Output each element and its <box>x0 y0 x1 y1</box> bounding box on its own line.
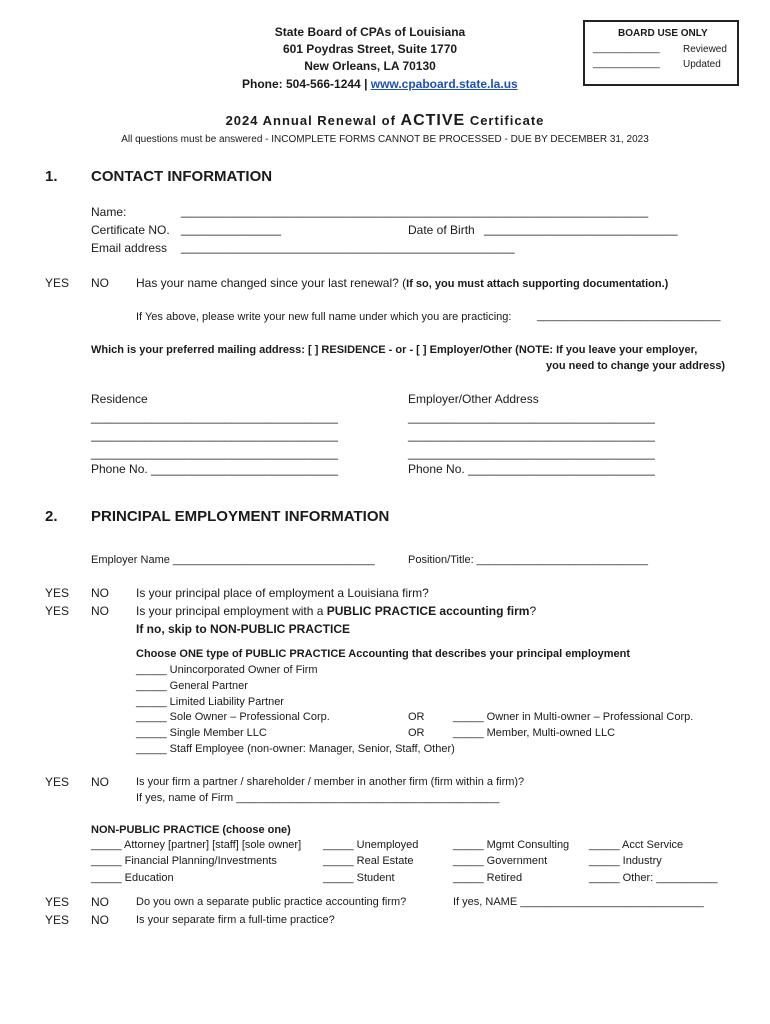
skip-instruction: If no, skip to NON-PUBLIC PRACTICE <box>136 622 350 636</box>
firm-within-firm-question: Is your firm a partner / shareholder / member in another firm (firm within a firm)? <box>136 776 525 788</box>
non-public-title: NON-PUBLIC PRACTICE (choose one) <box>91 824 291 836</box>
public-practice-q-pre: Is your principal employment with a <box>136 604 327 618</box>
name-change-q-bold: If so, you must attach supporting documentation.) <box>406 278 669 290</box>
type-llp[interactable]: _____ Limited Liability Partner <box>136 696 284 708</box>
employer-address-label: Employer/Other Address <box>408 392 539 406</box>
name-field[interactable]: ______________________________________________________________________ <box>181 204 649 218</box>
form-title-part1: 2024 Annual Renewal of <box>225 113 401 128</box>
or-label-2: OR <box>408 727 425 739</box>
choose-one-instruction: Choose ONE type of PUBLIC PRACTICE Accounting that describes your principal employment <box>136 648 631 660</box>
np-real-estate[interactable]: _____ Real Estate <box>323 855 414 867</box>
public-practice-q-post: ? <box>529 604 537 618</box>
updated-label: Updated <box>683 59 721 70</box>
np-government[interactable]: _____ Government <box>453 855 548 867</box>
reviewed-blank: ____________ <box>593 43 660 54</box>
new-name-question: If Yes above, please write your new full name under which you are practicing: <box>136 311 512 323</box>
type-single-member-llc[interactable]: _____ Single Member LLC <box>136 727 267 739</box>
name-change-question <box>136 276 668 290</box>
name-change-q-text: Has your name changed since your last renewal? ( <box>136 276 407 290</box>
board-use-title: BOARD USE ONLY <box>618 28 708 39</box>
full-time-no[interactable]: NO <box>91 913 109 927</box>
firm-within-firm-no[interactable]: NO <box>91 775 109 789</box>
address-line-2: New Orleans, LA 70130 <box>304 59 436 73</box>
type-sole-owner[interactable]: _____ Sole Owner – Professional Corp. <box>136 711 330 723</box>
mailing-question: Which is your preferred mailing address: [ ] RESIDENCE - or - [ ] Employer/Other (NOTE: If you leave your employer, <box>91 344 698 356</box>
full-time-yes[interactable]: YES <box>45 913 70 927</box>
public-practice-yes[interactable]: YES <box>45 604 70 618</box>
address-line-1: 601 Poydras Street, Suite 1770 <box>282 42 458 56</box>
np-other[interactable]: _____ Other: __________ <box>589 872 718 884</box>
type-general-partner[interactable]: _____ General Partner <box>136 680 248 692</box>
full-time-question: Is your separate firm a full-time practice? <box>136 914 335 926</box>
public-practice-no[interactable]: NO <box>91 604 109 618</box>
type-staff-employee[interactable]: _____ Staff Employee (non-owner: Manager, Senior, Staff, Other) <box>136 743 455 755</box>
la-firm-yes[interactable]: YES <box>45 586 70 600</box>
employer-line-2[interactable]: _____________________________________ <box>408 428 655 442</box>
la-firm-question: Is your principal place of employment a Louisiana firm? <box>136 586 429 600</box>
np-unemployed[interactable]: _____ Unemployed <box>323 839 419 851</box>
np-industry[interactable]: _____ Industry <box>589 855 662 867</box>
residence-line-2[interactable]: _____________________________________ <box>91 428 338 442</box>
separate-firm-yes[interactable]: YES <box>45 895 70 909</box>
phone-line <box>242 77 518 91</box>
np-financial-planning[interactable]: _____ Financial Planning/Investments <box>91 855 277 867</box>
firm-within-firm-yes[interactable]: YES <box>45 775 70 789</box>
dob-field[interactable]: _____________________________ <box>484 222 678 236</box>
np-attorney[interactable]: _____ Attorney [partner] [staff] [sole owner] <box>91 839 302 851</box>
website-link[interactable]: www.cpaboard.state.la.us <box>370 77 518 91</box>
employer-phone[interactable]: Phone No. ____________________________ <box>408 462 655 476</box>
form-title-active: ACTIVE <box>400 112 466 129</box>
org-name: State Board of CPAs of Louisiana <box>274 25 466 39</box>
employer-line-3[interactable]: _____________________________________ <box>408 446 655 460</box>
firm-name-field[interactable]: If yes, name of Firm ___________________________________________ <box>136 792 500 804</box>
np-retired[interactable]: _____ Retired <box>453 872 523 884</box>
separate-firm-name-field[interactable]: If yes, NAME ______________________________ <box>453 896 704 908</box>
type-multi-owned-llc[interactable]: _____ Member, Multi-owned LLC <box>453 727 616 739</box>
residence-label: Residence <box>91 392 148 406</box>
separate-firm-question: Do you own a separate public practice accounting firm? <box>136 896 407 908</box>
position-title-field[interactable]: Position/Title: ____________________________ <box>408 554 648 566</box>
form-title-part2: Certificate <box>465 113 545 128</box>
certificate-label: Certificate NO. <box>91 223 170 237</box>
type-multi-owner-pc[interactable]: _____ Owner in Multi-owner – Professional Corp. <box>453 711 694 723</box>
section-1-number: 1. <box>45 168 58 185</box>
section-2-number: 2. <box>45 508 58 525</box>
certificate-field[interactable]: _______________ <box>181 222 282 236</box>
employer-name-field[interactable]: Employer Name _________________________________ <box>91 554 375 566</box>
dob-label: Date of Birth <box>408 223 475 237</box>
name-change-no[interactable]: NO <box>91 276 109 290</box>
np-acct-service[interactable]: _____ Acct Service <box>589 839 684 851</box>
la-firm-no[interactable]: NO <box>91 586 109 600</box>
np-mgmt-consulting[interactable]: _____ Mgmt Consulting <box>453 839 570 851</box>
residence-line-1[interactable]: _____________________________________ <box>91 410 338 424</box>
np-education[interactable]: _____ Education <box>91 872 174 884</box>
residence-phone[interactable]: Phone No. ____________________________ <box>91 462 338 476</box>
instructions: All questions must be answered - INCOMPLETE FORMS CANNOT BE PROCESSED - DUE BY DECEMBER 31, 2023 <box>121 134 649 145</box>
section-1-title: CONTACT INFORMATION <box>91 168 273 185</box>
separate-firm-no[interactable]: NO <box>91 895 109 909</box>
reviewed-label: Reviewed <box>683 44 727 55</box>
updated-blank: ____________ <box>593 58 660 69</box>
form-title <box>0 112 770 130</box>
employer-line-1[interactable]: _____________________________________ <box>408 410 655 424</box>
email-label: Email address <box>91 241 168 255</box>
section-2-title: PRINCIPAL EMPLOYMENT INFORMATION <box>91 508 390 525</box>
email-field[interactable]: __________________________________________________ <box>181 240 515 254</box>
type-unincorporated[interactable]: _____ Unincorporated Owner of Firm <box>136 664 318 676</box>
np-student[interactable]: _____ Student <box>323 872 395 884</box>
public-practice-question <box>136 604 536 618</box>
mailing-note: you need to change your address) <box>546 360 726 372</box>
or-label-1: OR <box>408 711 425 723</box>
residence-line-3[interactable]: _____________________________________ <box>91 446 338 460</box>
phone-text: Phone: 504-566-1244 | <box>242 77 371 91</box>
new-name-field[interactable]: ______________________________ <box>537 310 721 322</box>
public-practice-q-bold: PUBLIC PRACTICE accounting firm <box>326 604 530 618</box>
name-change-yes[interactable]: YES <box>45 276 70 290</box>
name-label: Name: <box>91 205 127 219</box>
